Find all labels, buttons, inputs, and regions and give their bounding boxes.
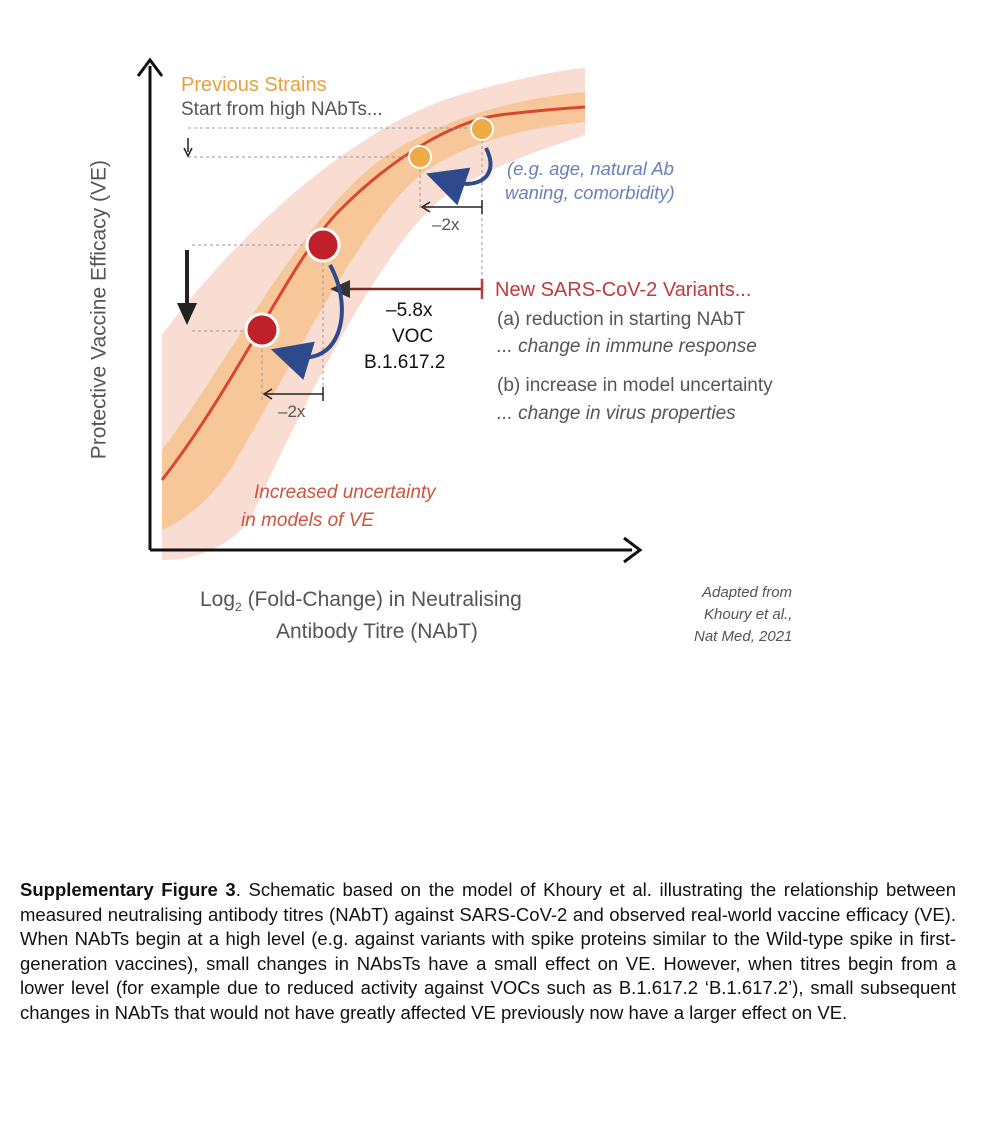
x-axis-label-line1: Log$_2$ (Fold-Change) in Neutralising (200, 588, 522, 615)
voc-shift-variant: B.1.617.2 (364, 352, 446, 373)
figure-caption (20, 878, 956, 1025)
voc-shift-value: –5.8x (386, 300, 433, 321)
variant-point-low (246, 314, 278, 346)
waning-note-line2: waning, comorbidity) (505, 182, 675, 203)
voc-shift-label: VOC (392, 326, 434, 347)
previous-strain-point-high (471, 118, 493, 140)
caption-label: Supplementary Figure 3 (20, 879, 236, 900)
new-variants-a-line2: ... change in immune response (497, 336, 757, 357)
caption-text: . Schematic based on the model of Khoury et al. illustrating the relationship between measured neutralising antibody titres (NAbT) against SARS-CoV-2 and observed real-world vaccine efficacy (VE). When NAbTs begin at a high level (e.g. against variants with spike proteins similar to the Wild-type spike in first-generation vaccines), small changes in NAbsTs have a small effect on VE. However, when titres begin from a lower level (for example due to reduced activity against VOCs such as B.1.617.2 ‘B.1.617.2’), small subsequent changes in NAbTs that would not have greatly affected VE previously now have a larger effect on VE. (20, 879, 956, 1023)
fold-change-lower-label: –2x (278, 402, 306, 421)
new-variants-b-line2: ... change in virus properties (497, 403, 736, 424)
x-axis-label-line2: Antibody Titre (NAbT) (276, 620, 478, 643)
previous-strain-point-low (409, 146, 431, 168)
uncertainty-note-line1: Increased uncertainty (254, 482, 436, 503)
previous-strains-subtitle: Start from high NAbTs... (181, 99, 383, 120)
previous-strains-title: Previous Strains (181, 74, 327, 96)
waning-note-line1: (e.g. age, natural Ab (507, 158, 674, 179)
new-variants-b-line1: (b) increase in model uncertainty (497, 375, 773, 396)
attribution-line3: Nat Med, 2021 (694, 628, 793, 645)
new-variants-title: New SARS-CoV-2 Variants... (495, 279, 752, 301)
variant-point-high (307, 229, 339, 261)
new-variants-a-line1: (a) reduction in starting NAbT (497, 309, 746, 330)
attribution-line2: Khoury et al., (704, 606, 793, 623)
attribution-line1: Adapted from (702, 584, 793, 601)
y-axis-label: Protective Vaccine Efficacy (VE) (87, 160, 111, 460)
fold-change-upper-label: –2x (432, 215, 460, 234)
uncertainty-note-line2: in models of VE (241, 510, 375, 531)
